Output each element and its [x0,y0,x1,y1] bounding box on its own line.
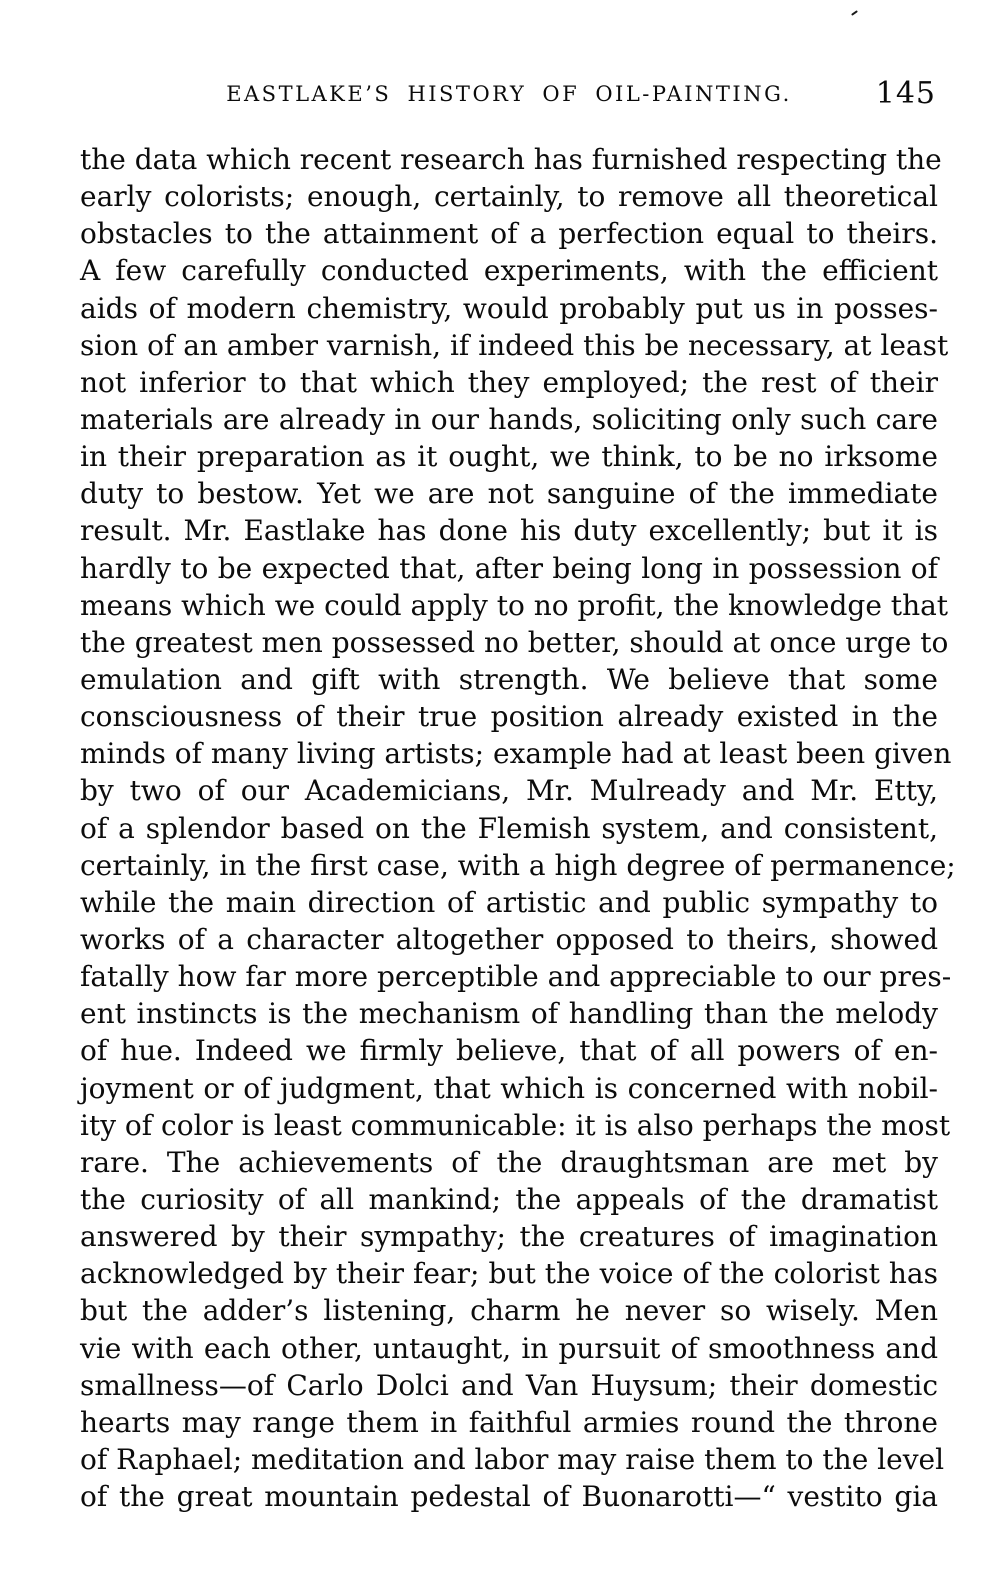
text-line: of a splendor based on the Flemish system, and consistent, [80,811,938,845]
text-line: of the great mountain pedestal of Buonarotti—“ vestito gia [80,1480,938,1514]
text-line: joyment or of judgment, that which is concerned with nobil- [80,1071,938,1105]
text-line: answered by their sympathy; the creatures of imagination [80,1220,938,1254]
page-number: 145 [875,76,936,111]
text-line: result. Mr. Eastlake has done his duty excellently; but it is [80,514,938,548]
text-line: in their preparation as it ought, we think, to be no irksome [80,440,938,474]
text-line: sion of an amber varnish, if indeed this be necessary, at least [80,328,949,362]
text-line: ity of color is least communicable: it is also perhaps the most [80,1108,951,1142]
running-header-title: EASTLAKE’S HISTORY OF OIL-PAINTING. [226,82,792,106]
text-line: ent instincts is the mechanism of handling than the melody [80,997,938,1031]
text-line: consciousness of their true position already existed in the [80,700,938,734]
text-line: acknowledged by their fear; but the voice of the colorist has [80,1257,938,1291]
text-line: while the main direction of artistic and public sympathy to [80,885,938,919]
text-line: not inferior to that which they employed; the rest of their [80,365,938,399]
text-line: smallness—of Carlo Dolci and Van Huysum; their domestic [80,1368,938,1402]
text-line: early colorists; enough, certainly, to remove all theoretical [80,180,938,214]
text-line: means which we could apply to no profit, the knowledge that [80,588,949,622]
text-line: obstacles to the attainment of a perfection equal to theirs. [80,217,938,251]
text-line: the curiosity of all mankind; the appeals of the dramatist [80,1182,938,1216]
page-body [80,141,956,1515]
text-line: works of a character altogether opposed to theirs, showed [80,922,938,956]
text-line: by two of our Academicians, Mr. Mulready and Mr. Etty, [80,774,938,808]
text-line: certainly, in the first case, with a high degree of permanence; [80,848,956,882]
text-line: but the adder’s listening, charm he never so wisely. Men [80,1294,938,1328]
text-line: A few carefully conducted experiments, with the efficient [80,254,938,288]
text-line: fatally how far more perceptible and appreciable to our pres- [80,960,952,994]
running-header [80,76,938,110]
text-line: of Raphael; meditation and labor may raise them to the level [80,1442,945,1476]
text-line: materials are already in our hands, soliciting only such care [80,402,938,436]
text-line: aids of modern chemistry, would probably put us in posses- [80,291,938,325]
text-line: hearts may range them in faithful armies round the throne [80,1405,938,1439]
text-line: duty to bestow. Yet we are not sanguine of the immediate [80,477,938,511]
text-line: minds of many living artists; example had at least been given [80,737,952,771]
text-line: hardly to be expected that, after being long in possession of [80,551,938,585]
text-line: the data which recent research has furnished respecting the [80,143,942,176]
text-line: emulation and gift with strength. We believe that some [80,662,938,696]
text-line: vie with each other, untaught, in pursuit of smoothness and [80,1331,938,1365]
scan-artifact-mark [851,10,858,16]
text-line: rare. The achievements of the draughtsman are met by [80,1145,938,1179]
text-line: the greatest men possessed no better, should at once urge to [80,625,949,659]
text-line: of hue. Indeed we firmly believe, that of all powers of en- [80,1034,938,1068]
